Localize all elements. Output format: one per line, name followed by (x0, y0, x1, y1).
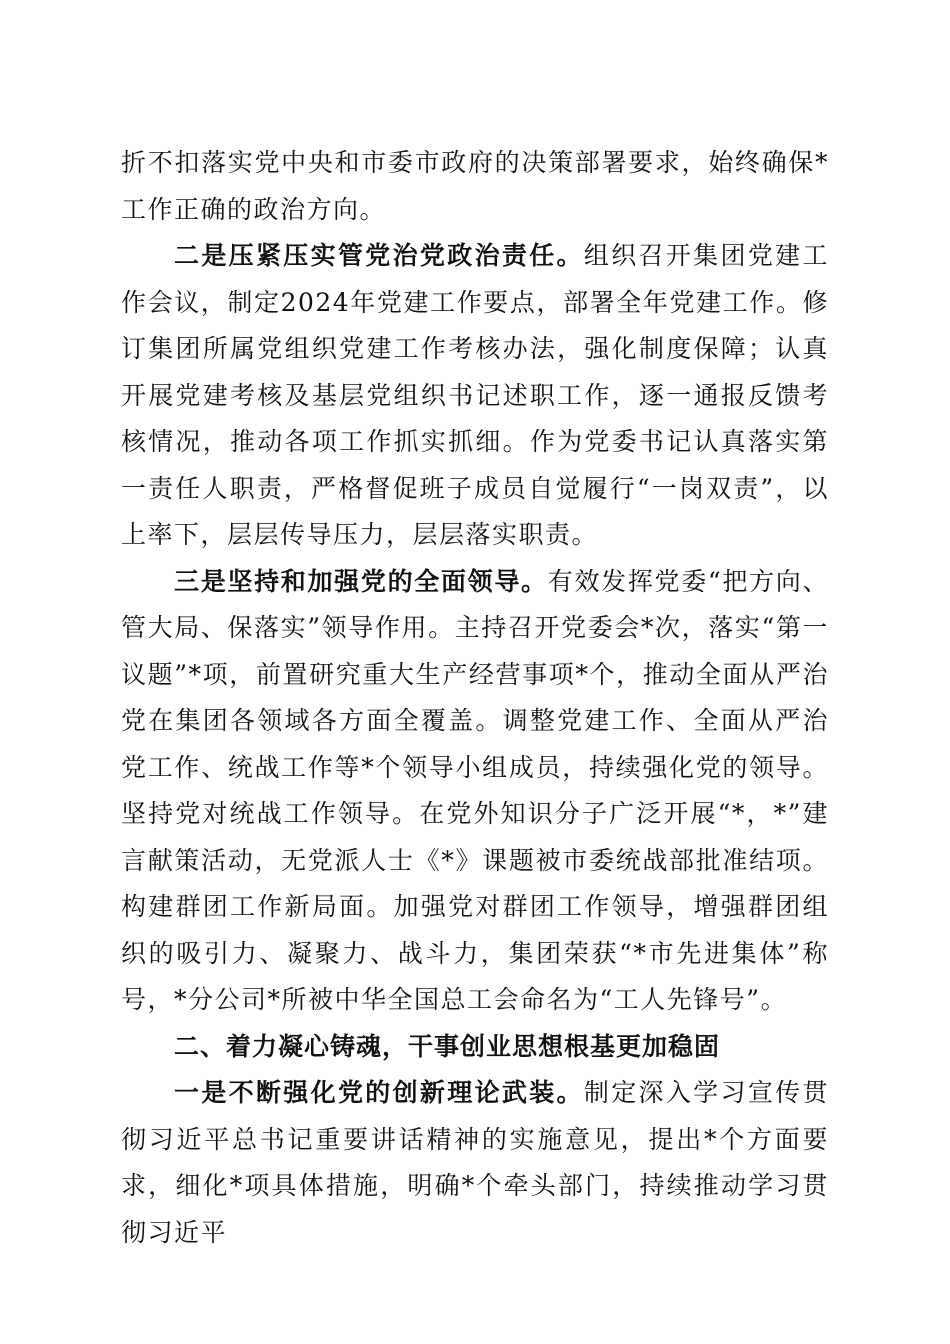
document-body (121, 140, 829, 1256)
paragraph-text: 有效发挥党委“把方向、管大局、保落实”领导作用。主持召开党委会*次，落实“第一议题”*项，前置研究重大生产经营事项*个，推动全面从严治党在集团各领域各方面全覆盖。调整党建工作、全面从严治党工作、统战工作等*个领导小组成员，持续强化党的领导。坚持党对统战工作领导。在党外知识分子广泛开展“*，*”建言献策活动，无党派人士《*》课题被市委统战部批准结项。构建群团工作新局面。加强党对群团工作领导，增强群团组织的吸引力、凝聚力、战斗力，集团荣获“*市先进集体”称号，*分公司*所被中华全国总工会命名为“工人先锋号”。 (121, 566, 829, 1014)
paragraph-lead: 三是坚持和加强党的全面领导。 (174, 566, 548, 596)
paragraph-party-leadership (121, 559, 829, 1024)
paragraph-lead: 一是不断强化党的创新理论武装。 (174, 1078, 584, 1107)
paragraph-lead: 二是压紧压实管党治党政治责任。 (174, 241, 584, 270)
paragraph-text: 组织召开集团党建工作会议，制定2024年党建工作要点，部署全年党建工作。修订集团所属党组织党建工作考核办法，强化制度保障；认真开展党建考核及基层党组织书记述职工作，逐一通报反馈考核情况，推动各项工作抓实抓细。作为党委书记认真落实第一责任人职责，严格督促班子成员自觉履行“一岗双责”，以上率下，层层传导压力，层层落实职责。 (121, 241, 829, 549)
paragraph-text: 折不扣落实党中央和市委市政府的决策部署要求，始终确保*工作正确的政治方向。 (121, 148, 829, 224)
paragraph-party-responsibility (121, 233, 829, 559)
paragraph-text: 制定深入学习宣传贯彻习近平总书记重要讲话精神的实施意见，提出*个方面要求，细化*项具体措施，明确*个牵头部门，持续推动学习贯彻习近平 (121, 1078, 829, 1247)
paragraph-continuation (121, 140, 829, 233)
paragraph-theory-study (121, 1070, 829, 1256)
section-heading: 二、着力凝心铸魂，干事创业思想根基更加稳固 (174, 1031, 721, 1061)
